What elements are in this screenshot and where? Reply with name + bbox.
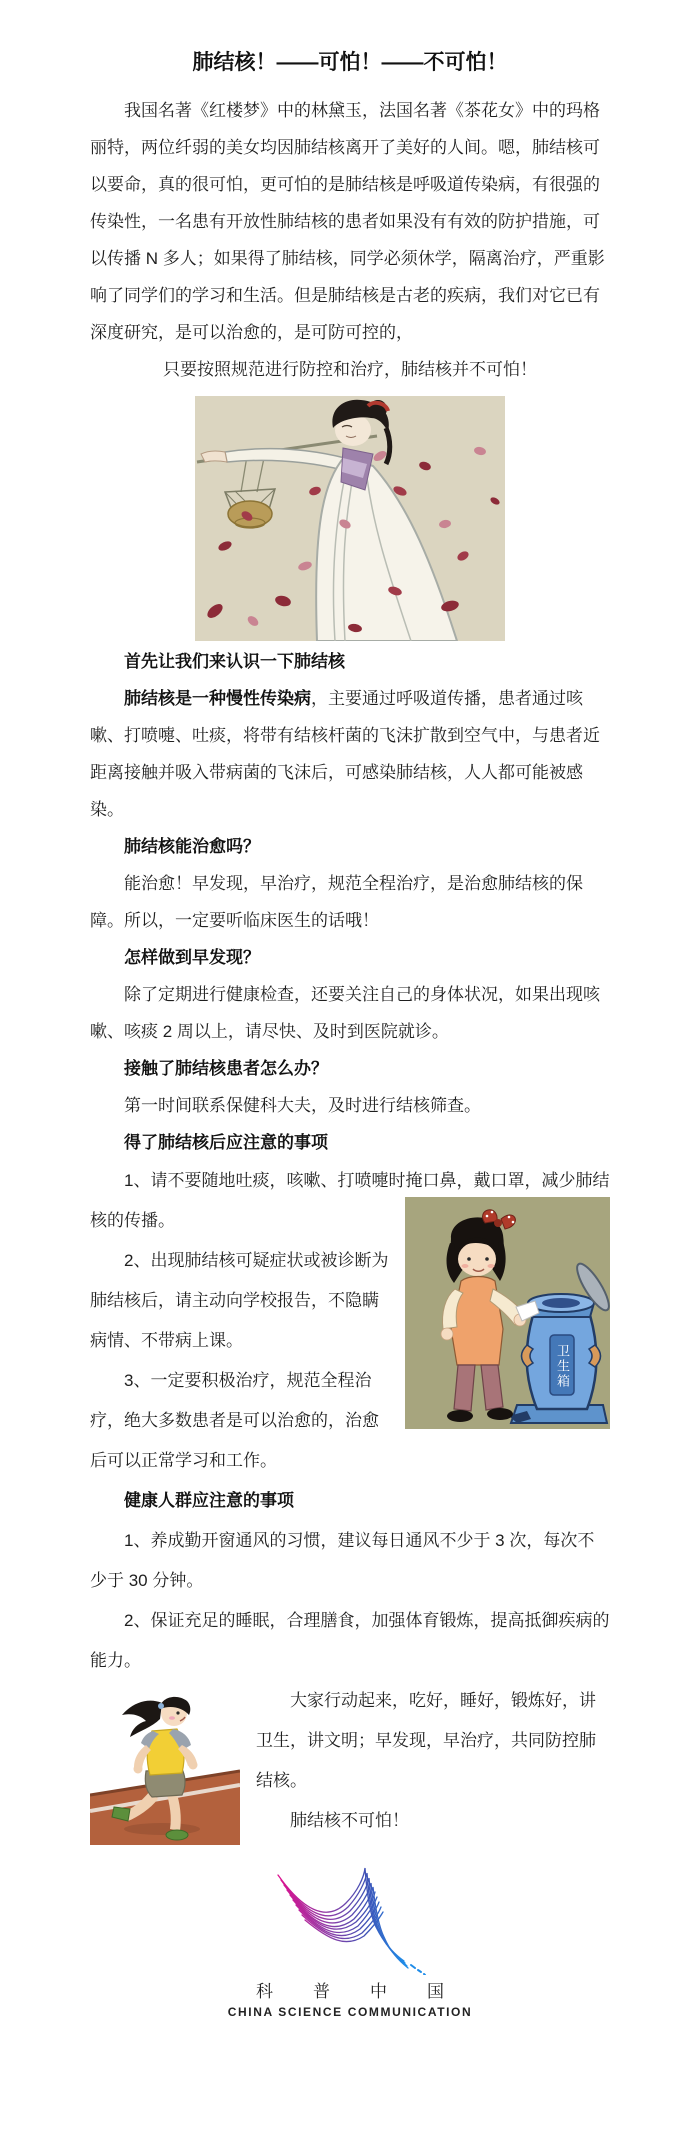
paragraph-contact: 第一时间联系保健科大夫，及时进行结核筛查。 [124,1096,481,1115]
logo-chinese-name: 科普中国 [256,1982,484,2001]
paragraph-curable: 能治愈！早发现，早治疗，规范全程治疗，是治愈肺结核的保障。所以，一定要听临床医生的话哦！ [90,874,583,930]
daiyu-burying-flowers-illustration [195,396,505,641]
healthy-note-2: 2、保证充足的睡眠，合理膳食，加强体育锻炼，提高抵御疾病的能力。 [90,1611,610,1670]
know-tb-bold-lead: 肺结核是一种慢性传染病 [124,689,311,708]
slogan-line: 只要按照规范进行防控和治疗，肺结核并不可怕！ [163,360,537,379]
daiyu-illustration-graphic [195,396,505,641]
page-title: 肺结核！——可怕！——不可怕！ [192,51,508,74]
patient-note-1: 1、请不要随地吐痰，咳嗽、打喷嚏时掩口鼻，戴口罩，减少肺结核的传播。 [90,1171,610,1230]
heading-curable: 肺结核能治愈吗？ [124,837,260,856]
kepu-china-logo [90,1865,610,2019]
patient-note-2: 2、出现肺结核可疑症状或被诊断为肺结核后，请主动向学校报告，不隐瞒病情、不带病上课。 [90,1251,389,1350]
running-girl-graphic [90,1683,240,1845]
paragraph-early-detection: 除了定期进行健康检查，还要关注自己的身体状况，如果出现咳嗽、咳痰 2 周以上，请尽快、及时到医院就诊。 [90,985,600,1041]
final-line: 肺结核不可怕！ [290,1811,409,1830]
sanitary-bin-label: 卫生箱 [555,1343,570,1389]
know-tb-rest: ，主要通过呼吸道传播，患者通过咳嗽、打喷嚏、吐痰，将带有结核杆菌的飞沫扩散到空气中，与患者近距离接触并吸入带病菌的飞沫后，可感染肺结核，人人都可能被感染。 [90,689,600,819]
heading-patient-notes: 得了肺结核后应注意的事项 [124,1133,328,1152]
heading-know-tb: 首先让我们来认识一下肺结核 [124,652,345,671]
patient-note-3: 3、一定要积极治疗，规范全程治疗，绝大多数患者是可以治愈的，治愈后可以正常学习和工作。 [90,1371,379,1470]
healthy-note-1: 1、养成勤开窗通风的习惯，建议每日通风不少于 3 次，每次不少于 30 分钟。 [90,1531,595,1590]
heading-contact: 接触了肺结核患者怎么办？ [124,1059,328,1078]
heading-early-detection: 怎样做到早发现？ [124,948,260,967]
patient-notes-section [90,1161,610,1849]
logo-swoosh-icon [266,1865,434,1975]
logo-english-name: CHINA SCIENCE COMMUNICATION [227,2005,473,2019]
document-page [0,46,700,2019]
action-paragraph: 大家行动起来，吃好，睡好，锻炼好，讲卫生，讲文明；早发现，早治疗，共同防控肺结核。 [256,1691,596,1790]
paragraph-know-tb [90,680,610,828]
girl-bin-graphic [405,1197,610,1429]
intro-section [90,92,610,1161]
girl-tissue-bin-illustration [405,1197,610,1429]
running-girl-illustration [90,1683,240,1845]
heading-healthy-notes: 健康人群应注意的事项 [124,1491,294,1510]
intro-paragraph: 我国名著《红楼梦》中的林黛玉，法国名著《茶花女》中的玛格丽特，两位纤弱的美女均因肺结核离开了美好的人间。嗯，肺结核可以要命，真的很可怕，更可怕的是肺结核是呼吸道传染病，有很强的传染性，一名患有开放性肺结核的患者如果没有有效的防护措施，可以传播 N 多人；如果得了肺结核，同学必须休学，隔离治疗，严重影响了同学们的学习和生活。但是肺结核是古老的疾病，我们对它已有深度研究，是可以治愈的，是可防可控的， [90,101,605,342]
